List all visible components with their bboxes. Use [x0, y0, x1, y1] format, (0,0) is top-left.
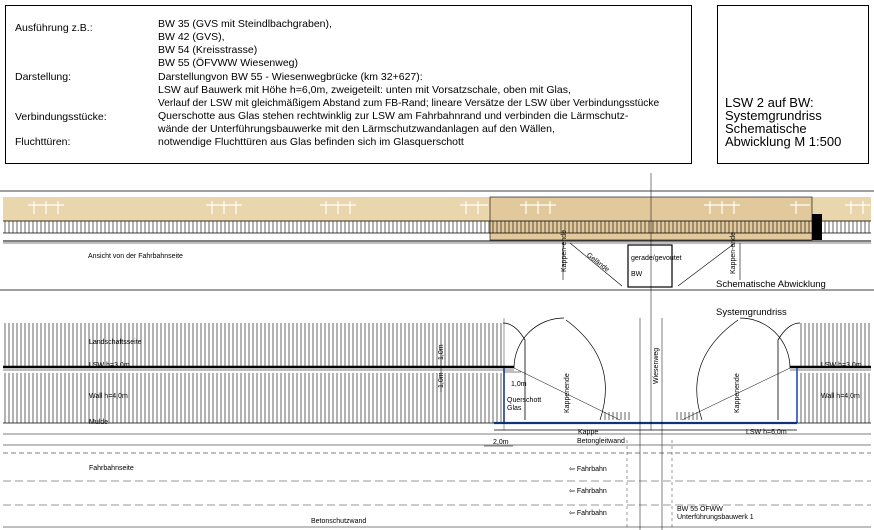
label-fahrbahnseite: Fahrbahnseite	[89, 465, 134, 472]
dim-1m-vertical: 1,0m	[438, 344, 445, 360]
label-ausfuehrung: Ausführung z.B.:	[15, 22, 93, 34]
label-fahrbahn-1: ⇦ Fahrbahn	[569, 466, 607, 473]
label-glas: Glas	[507, 405, 522, 412]
label-betonschutzwand: Betonschutzwand	[311, 518, 367, 525]
label-mulde: Mulde	[89, 419, 109, 426]
label-darstellung: Darstellung:	[15, 71, 72, 83]
dim-2m: 2,0m	[493, 439, 509, 446]
title-line-1: LSW 2 auf BW:	[725, 95, 814, 110]
label-kappenende-plan-left: Kappenende	[564, 373, 571, 413]
label-kappe: Kappe	[578, 429, 599, 436]
label-fahrbahn-3-text: Fahrbahn	[576, 510, 607, 517]
text-verbindung-1: Querschotte aus Glas stehen rechtwinklig zur LSW am Fahrbahnrand und verbinden die Lärmschutz-	[158, 110, 629, 122]
label-bw: BW	[631, 271, 643, 278]
label-kappenende-right: Kappen-ende	[730, 231, 737, 274]
text-verbindung-2: wände der Unterführungsbauwerke mit den Lärmschutzwandanlagen auf den Wällen,	[158, 123, 555, 135]
label-gelaende: Gelände	[585, 251, 611, 274]
label-bw55-2: Unterführungsbauwerk 1	[677, 514, 754, 521]
label-betongleitwand: Betongleitwand	[577, 438, 625, 445]
text-ausfuehrung-2: BW 42 (GVS),	[158, 31, 225, 43]
title-line-2: Systemgrundriss	[725, 108, 822, 123]
label-landschaftsseite: Landschaftsseite	[89, 339, 142, 346]
label-fahrbahn-3: ⇦ Fahrbahn	[569, 510, 607, 517]
text-ausfuehrung-3: BW 54 (Kreisstrasse)	[158, 44, 258, 56]
label-fahrbahn-1-text: Fahrbahn	[576, 466, 607, 473]
label-querschott: Querschott	[507, 397, 542, 404]
label-verbindung: Verbindungsstücke:	[15, 111, 107, 123]
text-ausfuehrung-1: BW 35 (GVS mit Steindlbachgraben),	[158, 18, 332, 30]
section-title-systemgrundriss: Systemgrundriss	[716, 307, 787, 318]
title-line-4: Abwicklung M 1:500	[725, 134, 842, 149]
dim-1m-horizontal: 1,0m	[438, 372, 445, 388]
label-bw55-1: BW 55 ÖFWW	[677, 506, 723, 513]
label-kappenende-left: Kappen-ende	[561, 229, 568, 272]
text-darstellung-2: LSW auf Bauwerk mit Höhe h=6,0m, zweigeteilt: unten mit Vorsatzschale, oben mit Glas,	[158, 84, 571, 96]
label-wiesenweg: Wiesenweg	[653, 347, 660, 384]
label-gerade: gerade/gevoutet	[631, 255, 682, 262]
text-flucht: notwendige Fluchttüren aus Glas befinden sich im Glasquerschott	[158, 136, 464, 148]
plan-view	[3, 300, 871, 530]
label-kappenende-plan-right: Kappenende	[734, 373, 741, 413]
label-fahrbahn-2-text: Fahrbahn	[576, 488, 607, 495]
label-lsw-left: LSW h=3,0m	[89, 362, 130, 369]
title-line-3: Schematische	[725, 121, 807, 136]
label-flucht: Fluchttüren:	[15, 136, 71, 148]
label-wall-right: Wall h=4,0m	[821, 393, 860, 400]
label-lsw-bw: LSW h=6,0m	[746, 429, 787, 436]
text-darstellung-3: Verlauf der LSW mit gleichmäßigem Abstand zum FB-Rand; lineare Versätze der LSW über Verbindungsstücke	[158, 98, 660, 109]
text-ausfuehrung-4: BW 55 (ÖFVWW Wiesenweg)	[158, 57, 299, 69]
section-title-abwicklung: Schematische Abwicklung	[716, 279, 826, 290]
caption-ansicht: Ansicht von der Fahrbahnseite	[88, 253, 183, 260]
text-darstellung-1: Darstellungvon BW 55 - Wiesenwegbrücke (km 32+627):	[158, 71, 423, 83]
label-fahrbahn-2: ⇦ Fahrbahn	[569, 488, 607, 495]
label-lsw-right: LSW h=3,0m	[821, 362, 862, 369]
label-wall-left: Wall h=4,0m	[89, 393, 128, 400]
dim-1m-small: 1,0m	[511, 381, 527, 388]
